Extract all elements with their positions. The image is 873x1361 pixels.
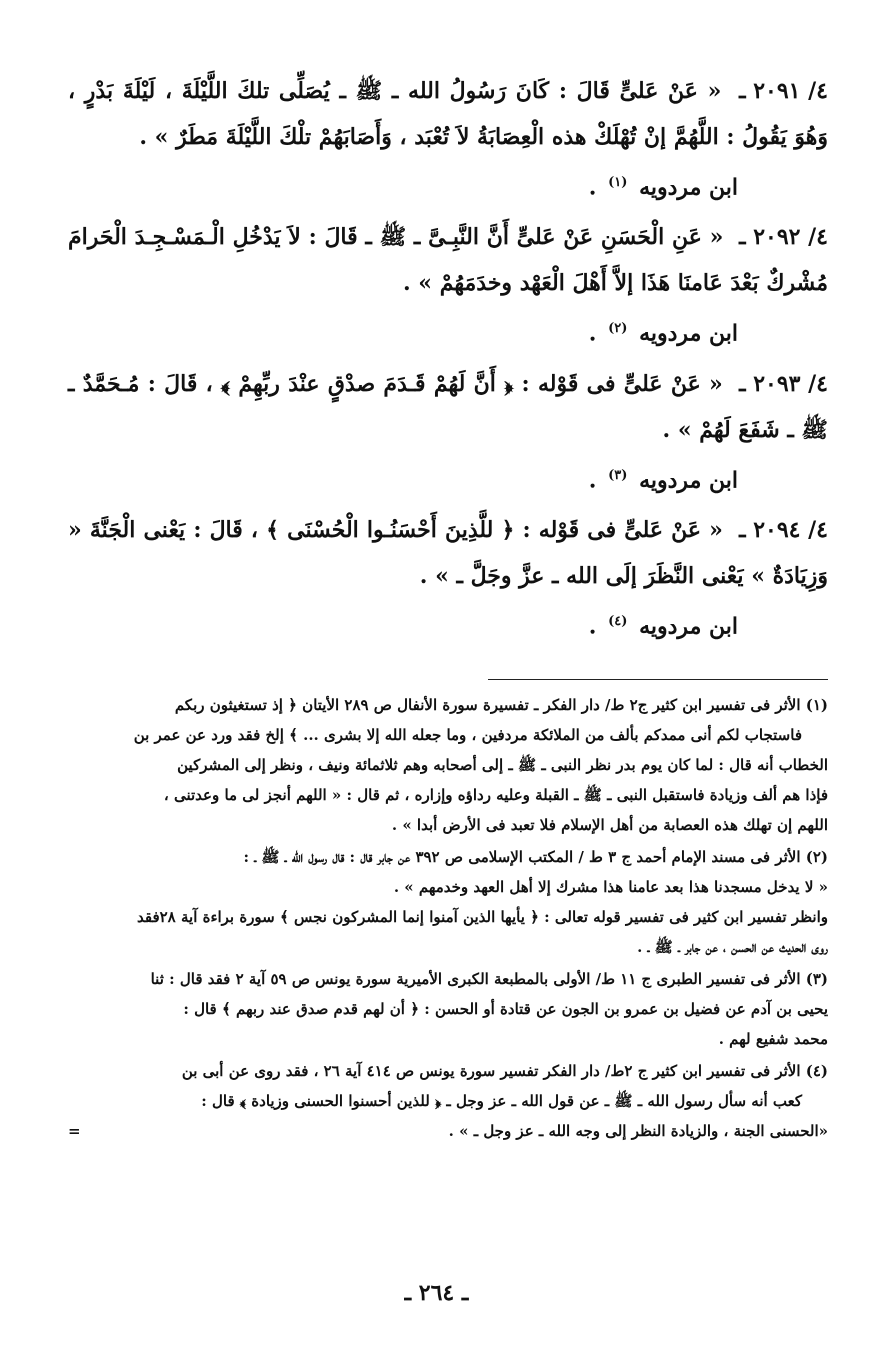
footnote-ref: (٢) bbox=[608, 321, 628, 337]
page-number: ـ ٢٦٤ ـ bbox=[404, 1280, 469, 1306]
hadith-text: « عَنْ عَلىٍّ فى قَوْله : ﴿ للَّذِينَ أَحْسَنُـوا الْحُسْنَى ﴾ ، قَالَ : يَعْنى الْجَنَّةَ « وَزِيَادَةٌ » يَعْنى النَّظَرَ إلَى الله ـ عزَّ وجَلَّ ـ » . bbox=[68, 516, 828, 589]
hadith-source: ابن مردويه bbox=[639, 174, 738, 201]
footnote-ref: (١) bbox=[608, 175, 628, 190]
hadith-source: ابن مردويه bbox=[639, 466, 738, 493]
hadith-number: ٤/ ٢٠٩١ ـ bbox=[739, 78, 828, 104]
hadith-number: ٤/ ٢٠٩٢ ـ bbox=[739, 224, 828, 251]
hadith-entry: ٤/ ٢٠٩٤ ـ « عَنْ عَلىٍّ فى قَوْله : ﴿ للَّذِينَ أَحْسَنُـوا الْحُسْنَى ﴾ ، قَالَ : يَعْنى الْجَنَّةَ « وَزِيَادَةٌ » يَعْنى النَّظَرَ إلَى الله ـ عزَّ وجَلَّ ـ » . ابن مردويه $^{(٤)}$ . bbox=[68, 507, 828, 649]
hadith-source: ابن مردويه bbox=[639, 613, 738, 640]
hadith-source: ابن مردويه bbox=[639, 320, 738, 347]
footnote-ref: (٣) bbox=[608, 467, 628, 483]
continuation-mark: = bbox=[68, 1122, 81, 1141]
footnote: (٢) الأثر فى مسند الإمام أحمد ج ٣ ط / المكتب الإسلامى ص ٣٩٢ عن جابر قال : قال رسول الله ـ ﷺ ـ : « لا يدخل مسجدنا هذا بعد عامنا هذا مشرك إلا أهل العهد وخدمهم » . وانظر تفسير ابن كثير فى تفسير قوله تعالى : ﴿ يأيها الذين آمنوا إنما المشركون نجس ﴾ سورة براءة آية ٢٨فقد روى الحديث عن الحسن ، عن جابر ـ ﷺ ـ . bbox=[136, 848, 828, 957]
hadith-entry: ٤/ ٢٠٩٣ ـ « عَنْ عَلىٍّ فى قَوْله : ﴿ أَنَّ لَهُمْ قَـدَمَ صدْقٍ عنْدَ ربِّهِمْ ﴾ ، قَالَ : مُـحَمَّدٌ ـ ﷺ ـ شَفَعَ لَهُمْ » . ابن مردويه $^{(٣)}$ . bbox=[68, 361, 828, 503]
footnote: (١) الأثر فى تفسير ابن كثير ج٢ ط/ دار الفكر ـ تفسيرة سورة الأنفال ص ٢٨٩ الأيتان ﴿ إذ تستغيثون ربكم فاستجاب لكم أنى ممدكم بألف من الملائكة مردفين ، وما جعله الله إلا بشرى ... ﴾ إلخ فقد ورد عن عمر بن الخطاب أنه قال : لما كان يوم بدر نظر النبى ـ ﷺ ـ إلى أصحابه وهم ثلاثمائة ونيف ، ونظر إلى المشركين فإذا هم ألف وزيادة فاستقبل النبى ـ ﷺ ـ القبلة وعليه رداؤه وإزاره ، ثم قال : « اللهم أنجز لى ما وعدتنى ، اللهم إن تهلك هذه العصابة من أهل الإسلام فلا تعبد فى الأرض أبدا » . bbox=[133, 696, 828, 835]
hadith-entry: ٤/ ٢٠٩٢ ـ « عَنِ الْحَسَنِ عَنْ عَلىٍّ أَنَّ النَّبِـىَّ ـ ﷺ ـ قَالَ : لاَ يَدْخُلِ الْـمَسْـجِـدَ الْحَرامَ مُشْركٌ بَعْدَ عَامنَا هَذَا إلاَّ أَهْلَ الْعَهْد وخدَمَهُمْ » . ابن مردويه $^{(٢)}$ . bbox=[68, 214, 828, 356]
footnote-ref: (٤) bbox=[608, 613, 628, 629]
footnotes bbox=[68, 690, 828, 1146]
hadith-text: « عَنْ عَلىٍّ فى قَوْله : ﴿ أَنَّ لَهُمْ قَـدَمَ صدْقٍ عنْدَ ربِّهِمْ ﴾ ، قَالَ : مُـحَمَّدٌ ـ ﷺ ـ شَفَعَ لَهُمْ » . bbox=[68, 370, 828, 443]
footnote-divider bbox=[488, 679, 828, 680]
hadith-number: ٤/ ٢٠٩٤ ـ bbox=[739, 516, 828, 543]
hadith-entries bbox=[68, 68, 828, 649]
page bbox=[68, 68, 828, 1148]
footnote: (٤) الأثر فى تفسير ابن كثير ج ٢ط/ دار الفكر تفسير سورة يونس ص ٤١٤ آية ٢٦ ، فقد روى عن أبى بن كعب أنه سأل رسول الله ـ ﷺ ـ عن قول الله ـ عز وجل ـ ﴿ للذين أحسنوا الحسنى وزيادة ﴾ قال : «الحسنى الجنة ، والزيادة النظر إلى وجه الله ـ عز وجل ـ » . = bbox=[68, 1056, 828, 1146]
hadith-text: « عَنِ الْحَسَنِ عَنْ عَلىٍّ أَنَّ النَّبِـىَّ ـ ﷺ ـ قَالَ : لاَ يَدْخُلِ الْـمَسْـجِـدَ الْحَرامَ مُشْركٌ بَعْدَ عَامنَا هَذَا إلاَّ أَهْلَ الْعَهْد وخدَمَهُمْ » . bbox=[68, 224, 828, 297]
hadith-entry: ٤/ ٢٠٩١ ـ « عَنْ عَلىٍّ قَالَ : كَانَ رَسُولُ الله ـ ﷺ ـ يُصَلِّى تلكَ اللَّيْلَةَ ، لَيْلَةَ بَدْرٍ ، وَهُوَ يَقُولُ : اللَّهُمَّ إنْ تُهْلَكْ هذه الْعِصَابَةُ لاَ تُعْبَد ، وَأَصَابَهُمْ تلْكَ اللَّيْلَةَ مَطَرٌ » . ابن مردويه $^{(١)}$ . bbox=[68, 68, 828, 210]
footnote: (٣) الأثر فى تفسير الطبرى ج ١١ ط/ الأولى بالمطبعة الكبرى الأميرية سورة يونس ص ٥٩ آية ٢ فقد قال : ثنا يحيى بن آدم عن فضيل بن عمرو بن الجون عن قتادة أو الحسن : ﴿ أن لهم قدم صدق عند ربهم ﴾ قال : محمد شفيع لهم . bbox=[150, 970, 828, 1049]
hadith-text: « عَنْ عَلىٍّ قَالَ : كَانَ رَسُولُ الله ـ ﷺ ـ يُصَلِّى تلكَ اللَّيْلَةَ ، لَيْلَةَ بَدْرٍ ، وَهُوَ يَقُولُ : اللَّهُمَّ إنْ تُهْلَكْ هذه الْعِصَابَةُ لاَ تُعْبَد ، وَأَصَابَهُمْ تلْكَ اللَّيْلَةَ مَطَرٌ » . bbox=[68, 78, 828, 150]
hadith-number: ٤/ ٢٠٩٣ ـ bbox=[739, 370, 828, 397]
